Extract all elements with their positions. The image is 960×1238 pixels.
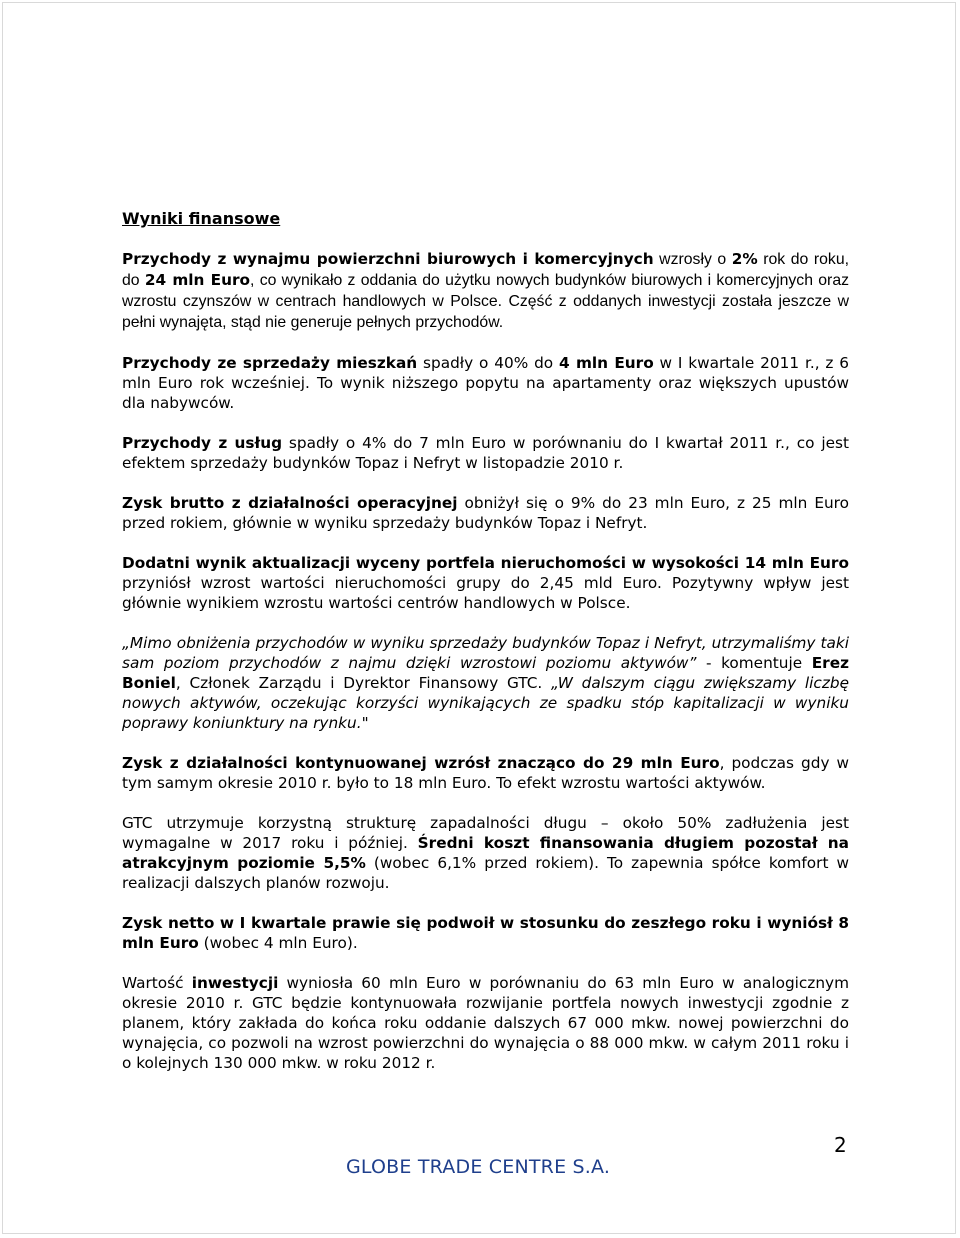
paragraph-investments: Wartość inwestycji wyniosła 60 mln Euro w porównaniu do 63 mln Euro w analogicznym okresie 2010 r. GTC będzie kontynuowała rozwijanie portfela nowych inwestycji zgodnie z planem, który zakłada do końca roku oddanie dalszych 67 000 mkw. nowej powierzchni do wynajęcia, co pozwoli na wzrost powierzchni do wynajęcia o 88 000 mkw. w całym 2011 roku i o kolejnych 130 000 mkw. w roku 2012 r. (122, 974, 849, 1072)
paragraph-revaluation: Dodatni wynik aktualizacji wyceny portfela nieruchomości w wysokości 14 mln Euro przyniósł wzrost wartości nieruchomości grupy do 2,45 mld Euro. Pozytywny wpływ jest głównie wynikiem wzrostu wartości centrów handlowych w Polsce. (122, 554, 849, 612)
section-heading: Wyniki finansowe (122, 209, 281, 228)
paragraph-rental-revenue: Przychody z wynajmu powierzchni biurowych i komercyjnych wzrosły o 2% rok do roku, do 24 mln Euro, co wynikało z oddania do użytku nowych budynków biurowych i komercyjnych oraz wzrostu czynszów w centrach handlowych w Polsce. Część z oddanych inwestycji została jeszcze w pełni wynajęta, stąd nie generuje pełnych przychodów. (122, 250, 850, 331)
paragraph-gross-profit: Zysk brutto z działalności operacyjnej obniżył się o 9% do 23 mln Euro, z 25 mln Euro przed rokiem, głównie w wyniku sprzedaży budynków Topaz i Nefryt. (122, 494, 849, 532)
rental-revenue-label: Przychody z wynajmu powierzchni biurowych i komercyjnych (122, 250, 654, 268)
company-footer: GLOBE TRADE CENTRE S.A. (346, 1156, 611, 1178)
paragraph-debt-structure: GTC utrzymuje korzystną strukturę zapadalności długu – około 50% zadłużenia jest wymagalne w 2017 roku i później. Średni koszt finansowania długiem pozostał na atrakcyjnym poziomie 5,5% (wobec 6,1% przed rokiem). To zapewnia spółce komfort w realizacji dalszych planów rozwoju. (122, 814, 849, 892)
page-number: 2 (834, 1133, 847, 1157)
paragraph-apartment-sales: Przychody ze sprzedaży mieszkań spadły o 40% do 4 mln Euro w I kwartale 2011 r., z 6 mln Euro rok wcześniej. To wynik niższego popytu na apartamenty oraz większych upustów dla nabywców. (122, 354, 849, 412)
document-body (122, 209, 849, 1073)
paragraph-continuing-profit: Zysk z działalności kontynuowanej wzrósł znacząco do 29 mln Euro, podczas gdy w tym samym okresie 2010 r. było to 18 mln Euro. To efekt wzrostu wartości aktywów. (122, 754, 849, 792)
paragraph-quote: „Mimo obniżenia przychodów w wyniku sprzedaży budynków Topaz i Nefryt, utrzymaliśmy taki sam poziom przychodów z najmu dzięki wzrostowi poziomu aktywów” - komentuje Erez Boniel, Członek Zarządu i Dyrektor Finansowy GTC. „W dalszym ciągu zwiększamy liczbę nowych aktywów, oczekując korzyści wynikających ze spadku stóp kapitalizacji w wyniku poprawy koniunktury na rynku." (122, 634, 849, 732)
paragraph-net-profit: Zysk netto w I kwartale prawie się podwoił w stosunku do zeszłego roku i wyniósł 8 mln Euro (wobec 4 mln Euro). (122, 914, 849, 952)
paragraph-services-revenue: Przychody z usług spadły o 4% do 7 mln Euro w porównaniu do I kwartał 2011 r., co jest efektem sprzedaży budynków Topaz i Nefryt w listopadzie 2010 r. (122, 434, 849, 472)
